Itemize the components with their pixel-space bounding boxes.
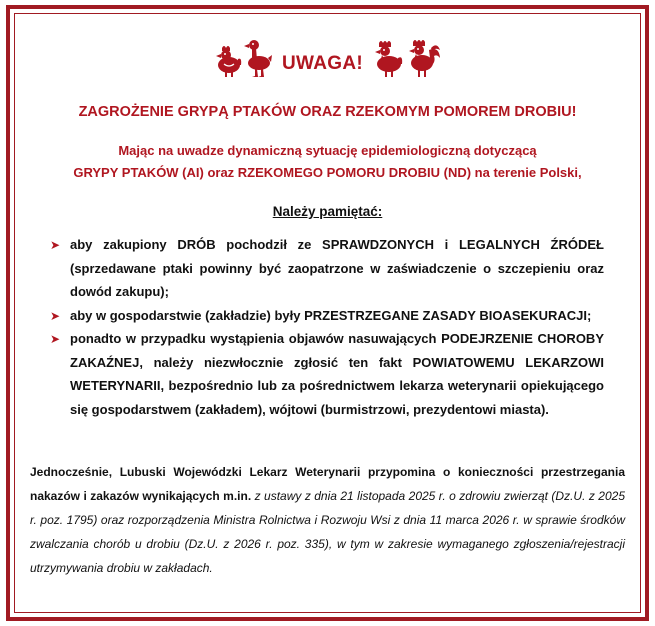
arrow-bullet-icon: ➤ <box>50 308 61 323</box>
birds-right <box>373 38 441 78</box>
list-item <box>48 304 604 328</box>
notice-header <box>0 36 655 80</box>
bullet-text: aby w gospodarstwie (zakładzie) były PRZESTRZEGANE ZASADY BIOASEKURACJI; <box>70 307 592 323</box>
headline: ZAGROŻENIE GRYPĄ PTAKÓW ORAZ RZEKOMYM POMOREM DROBIU! <box>78 104 577 120</box>
footer-italic-text: z ustawy z dnia 21 listopada 2025 r. o zdrowiu zwierząt (Dz.U. z 2025 r. poz. 1795) oraz rozporządzenia Ministra Rolnictwa i Rozwoju Wsi z dnia 11 marca 2026 r. w sprawie środków zwalczania chorób u drobiu (Dz.U. z 2026 r. poz. 335), w tym w zakresie wymaganego zgłoszenia/rejestracji utrzymywania drobiu w zakładach. <box>30 489 625 575</box>
list-item <box>48 233 604 304</box>
footer-bold-text: Jednocześnie, Lubuski Wojewódzki Lekarz Weterynarii przypomina o konieczności przestrzegania nakazów i zakazów wynikających m.in. <box>30 465 625 503</box>
arrow-bullet-icon: ➤ <box>50 332 61 346</box>
hen-icon <box>214 44 242 78</box>
remember-label: Należy pamiętać: <box>272 204 383 219</box>
hen-icon <box>373 40 403 78</box>
notice-title: UWAGA! <box>282 53 363 74</box>
intro-line-1: Mając na uwadze dynamiczną sytuację epidemiologiczną dotyczącą <box>118 143 537 158</box>
bullet-text: aby zakupiony DRÓB pochodził ze SPRAWDZONYCH i LEGALNYCH ŹRÓDEŁ (sprzedawane ptaki powinny być zaopatrzone w zaświadczenie o szczepieniu oraz dowód zakupu); <box>70 237 604 299</box>
rooster-icon <box>405 38 441 78</box>
bullet-list <box>48 233 604 421</box>
list-item <box>48 327 604 421</box>
duck-icon <box>244 38 272 78</box>
footer-paragraph <box>30 460 625 580</box>
intro-text <box>40 140 615 184</box>
birds-left <box>214 38 272 78</box>
arrow-bullet-icon: ➤ <box>50 238 61 252</box>
intro-line-2: GRYPY PTAKÓW (AI) oraz RZEKOMEGO POMORU DROBIU (ND) na terenie Polski, <box>73 165 582 180</box>
bullet-text: ponadto w przypadku wystąpienia objawów nasuwających PODEJRZENIE CHOROBY ZAKAŹNEJ, należy niezwłocznie zgłosić ten fakt POWIATOWEMU LEKARZOWI WETERYNARII, bezpośrednio lub za pośrednictwem lekarza weterynarii opiekującego się gospodarstwem (zakładem), wójtowi (burmistrzowi, prezydentowi miasta). <box>70 331 604 417</box>
